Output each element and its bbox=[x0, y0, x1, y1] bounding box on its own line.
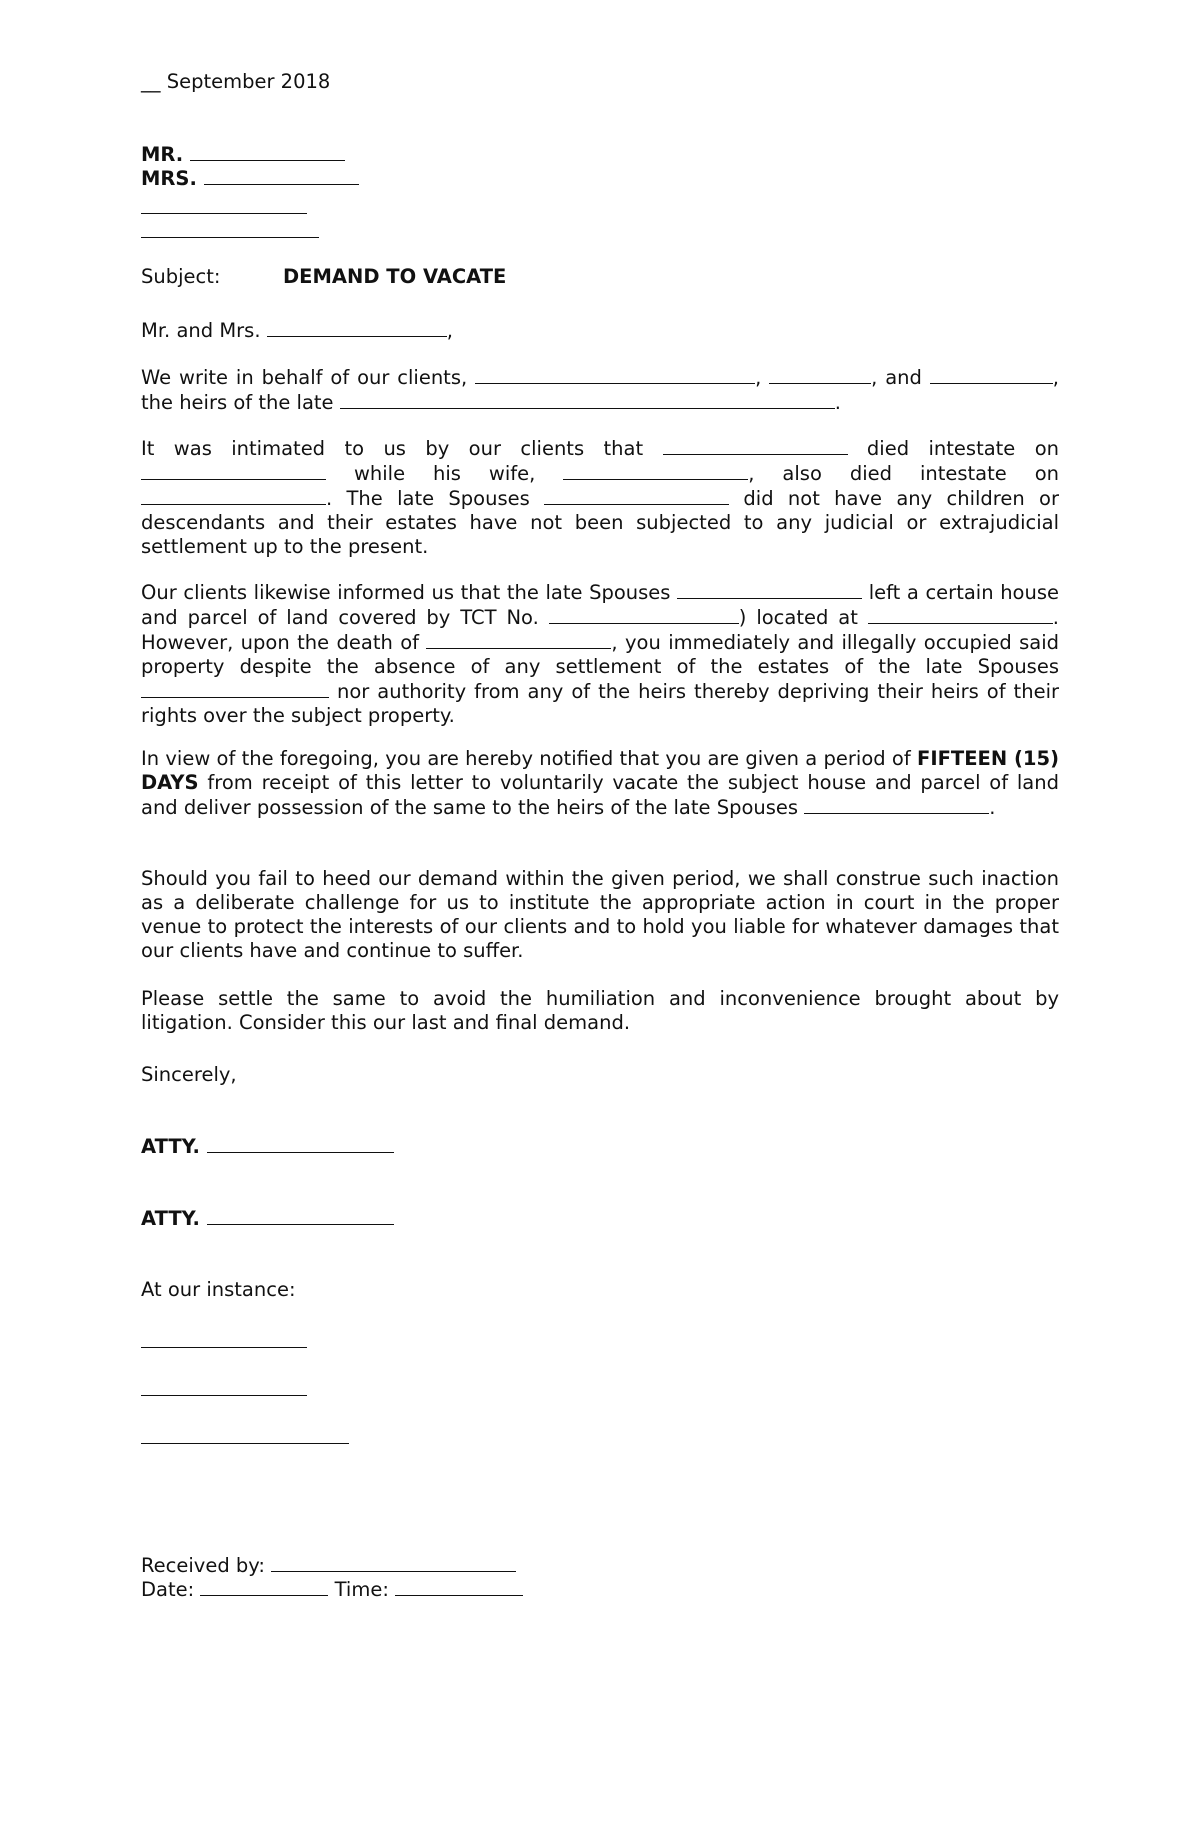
paragraph-property bbox=[141, 580, 1059, 728]
p3-text-1: Our clients likewise informed us that the late Spouses bbox=[141, 581, 678, 604]
p3-blank-4 bbox=[426, 630, 611, 649]
p1-text-2: , bbox=[755, 366, 770, 389]
time-blank bbox=[395, 1577, 523, 1596]
time-label: Time: bbox=[334, 1578, 389, 1601]
paragraph-warning: Should you fail to heed our demand within the given period, we shall construe such inaction as a deliberate challenge for us to institute the appropriate action in court in the proper venue to protect the interests of our clients and to hold you liable for whatever damages that our clients have and continue to suffer. bbox=[141, 867, 1059, 962]
paragraph-notice bbox=[141, 747, 1059, 820]
signatory-1-blank bbox=[207, 1134, 394, 1153]
date-time-line bbox=[141, 1577, 523, 1602]
p2-blank-2 bbox=[141, 461, 326, 480]
p1-blank-3 bbox=[930, 365, 1053, 384]
signatory-2 bbox=[141, 1206, 394, 1231]
p3-blank-5 bbox=[141, 679, 329, 698]
subject-value: DEMAND TO VACATE bbox=[283, 265, 507, 288]
instance-line-3 bbox=[141, 1443, 349, 1444]
date-blank bbox=[200, 1577, 328, 1596]
p4-text-1: In view of the foregoing, you are hereby notified that you are given a period of bbox=[141, 747, 917, 770]
salutation bbox=[141, 318, 453, 343]
p1-blank-1 bbox=[475, 365, 755, 384]
p2-text-3: while his wife, bbox=[326, 462, 564, 485]
address-line-1 bbox=[141, 213, 307, 214]
p2-text-1: It was intimated to us by our clients that bbox=[141, 437, 663, 460]
subject-label: Subject: bbox=[141, 265, 221, 288]
signatory-2-title: ATTY. bbox=[141, 1207, 200, 1230]
p4-blank-1 bbox=[804, 795, 989, 814]
p2-text-5: . The late Spouses bbox=[326, 487, 545, 510]
p4-text-2: from receipt of this letter to voluntarily vacate the subject house and parcel of land and deliver possession of the same to the heirs of the late Spouses bbox=[141, 771, 1059, 819]
p3-text-2: left a certain house and parcel of land covered by TCT No. bbox=[141, 581, 1059, 629]
p1-text-3: , and bbox=[871, 366, 930, 389]
paragraph-clients bbox=[141, 365, 1059, 415]
received-blank bbox=[271, 1553, 516, 1572]
p2-text-6: did not have any children or descendants and their estates have not been subjected to any judicial or extrajudicial settlement up to the present. bbox=[141, 487, 1059, 558]
instance-label: At our instance: bbox=[141, 1278, 296, 1301]
p3-text-5: , you immediately and illegally occupied said property despite the absence of any settlement of the estates of the late Spouses bbox=[141, 631, 1060, 678]
addressee-mr bbox=[141, 142, 345, 167]
p3-text-4: . However, upon the death of bbox=[141, 606, 1059, 654]
date-label: Date: bbox=[141, 1578, 195, 1601]
signatory-2-blank bbox=[207, 1206, 394, 1225]
p3-blank-1 bbox=[677, 580, 862, 599]
salutation-end: , bbox=[446, 319, 453, 342]
p1-blank-2 bbox=[769, 365, 871, 384]
p2-text-4: , also died intestate on bbox=[748, 462, 1059, 485]
addressee-mrs bbox=[141, 166, 359, 191]
date-line: __ September 2018 bbox=[141, 70, 331, 93]
p4-text-3: . bbox=[989, 796, 996, 819]
instance-line-1 bbox=[141, 1347, 307, 1348]
p2-blank-5 bbox=[544, 486, 729, 505]
p2-blank-1 bbox=[663, 436, 848, 455]
p3-blank-3 bbox=[868, 605, 1053, 624]
received-by bbox=[141, 1553, 516, 1578]
p2-blank-3 bbox=[563, 461, 748, 480]
instance-line-2 bbox=[141, 1395, 307, 1396]
p2-blank-4 bbox=[141, 486, 326, 505]
p1-text-4: , the heirs of the late bbox=[141, 366, 1059, 414]
p3-text-6: nor authority from any of the heirs thereby depriving their heirs of their rights over the subject property. bbox=[141, 680, 1059, 727]
subject-line bbox=[141, 265, 507, 289]
salutation-blank bbox=[267, 318, 447, 337]
addressee-mrs-label: MRS. bbox=[141, 167, 197, 190]
addressee-mr-blank bbox=[190, 142, 345, 161]
paragraph-settle: Please settle the same to avoid the humiliation and inconvenience brought about by litigation. Consider this our last and final demand. bbox=[141, 987, 1059, 1034]
signatory-1-title: ATTY. bbox=[141, 1135, 200, 1158]
p3-blank-2 bbox=[549, 605, 739, 624]
salutation-text: Mr. and Mrs. bbox=[141, 319, 261, 342]
p1-text-5: . bbox=[834, 391, 841, 414]
p1-text-1: We write in behalf of our clients, bbox=[141, 366, 476, 389]
p2-text-2: died intestate on bbox=[847, 437, 1059, 460]
closing: Sincerely, bbox=[141, 1063, 237, 1086]
addressee-mr-label: MR. bbox=[141, 143, 184, 166]
p1-blank-4 bbox=[340, 390, 835, 409]
signatory-1 bbox=[141, 1134, 394, 1159]
addressee-mrs-blank bbox=[204, 166, 359, 185]
p4-bold-period: FIFTEEN (15) DAYS bbox=[141, 747, 1059, 794]
paragraph-intestate bbox=[141, 436, 1059, 559]
received-label: Received by: bbox=[141, 1554, 265, 1577]
address-line-2 bbox=[141, 237, 319, 238]
p3-text-3: ) located at bbox=[738, 606, 868, 629]
